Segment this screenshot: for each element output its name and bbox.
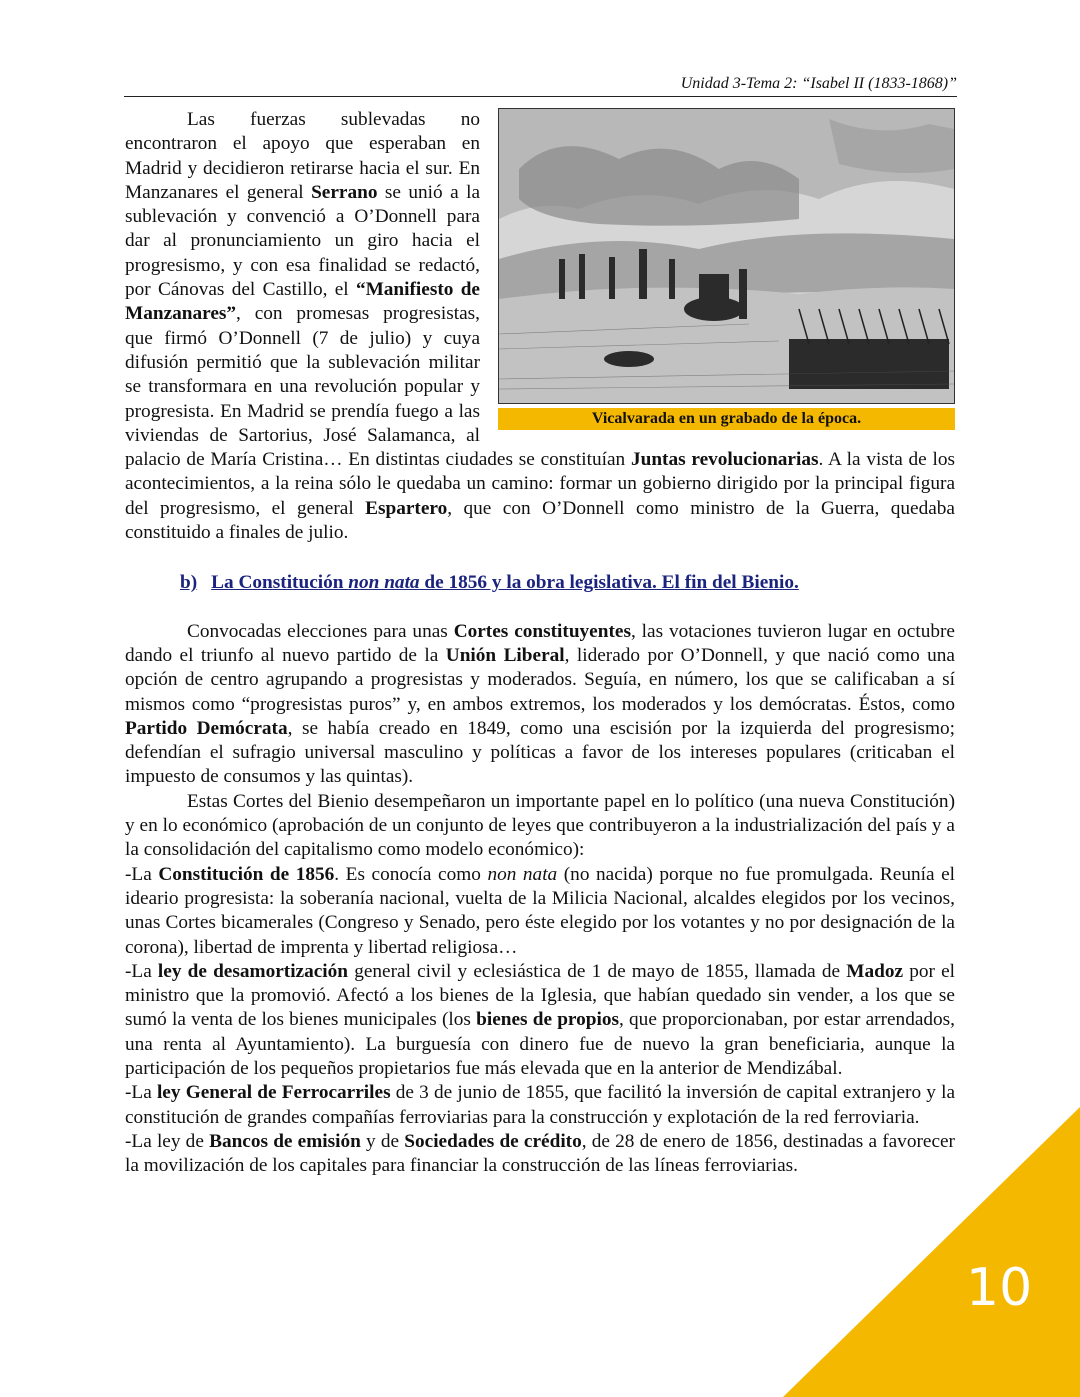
running-header: Unidad 3-Tema 2: “Isabel II (1833-1868)” [124, 74, 957, 97]
corner-triangle [783, 1107, 1080, 1397]
page-content [125, 108, 955, 1178]
figure [498, 108, 955, 430]
paragraph-2: Convocadas elecciones para unas Cortes constituyentes, las votaciones tuvieron lugar en octubre dando el triunfo al nuevo partido de la Unión Liberal, liderado por O’Donnell, y que nació como una opción de centro agrupando a progresistas y moderados. Seguía, en número, los que se calificaban a sí mismos como “progresistas puros” y, en ambos extremos, los moderados y los demócratas. Éstos, como Partido Demócrata, se había creado en 1849, como una escisión por la izquierda del progresismo; defendían el sufragio universal masculino y políticas a favor de los intereses populares (criticaban el impuesto de consumos y las quintas). [125, 620, 955, 788]
list-item: -La Constitución de 1856. Es conocía como non nata (no nacida) porque no fue promulgada. Reunía el ideario progresista: la soberanía nacional, vuelta de la Milicia Nacional, alcaldes elegidos por los vecinos, unas Cortes bicamerales (Congreso y Senado, pero éste elegido por los votantes y no por designación de la corona), libertad de imprenta y libertad religiosa… [125, 863, 956, 958]
list-item: -La ley de desamortización general civil y eclesiástica de 1 de mayo de 1855, llamada de Madoz por el ministro que la promovió. Afectó a los bienes de la Iglesia, que habían quedado sin vender, a los que se sumó la venta de los bienes municipales (los bienes de propios, que proporcionaban, por estar arrendados, una renta al Ayuntamiento). La burguesía con dinero fue de nuevo la gran beneficiaria, aunque la participación de los pequeños propietarios fue más elevada que en la anterior de Mendizábal. [125, 960, 955, 1079]
list-item: -La ley General de Ferrocarriles de 3 de junio de 1855, que facilitó la inversión de capital extranjero y la constitución de grandes compañías ferroviarias para la construcción y explotación de la red ferroviaria. [125, 1082, 956, 1128]
engraving-image [498, 108, 955, 404]
list-item: -La ley de Bancos de emisión y de Sociedades de crédito, de 28 de enero de 1856, destinadas a favorecer la movilización de los capitales para financiar la construcción de las líneas ferroviarias. [125, 1130, 955, 1177]
figure-caption: Vicalvarada en un grabado de la época. [498, 408, 955, 430]
paragraph-1: Las fuerzas sublevadas no encontraron el apoyo que esperaban en Madrid y decidieron retirarse hacia el sur. En Manzanares el general Serrano se unió a la sublevación y convenció a O’Donnell para dar al pronunciamiento un giro hacia el progresismo, y con esa finalidad se redactó, por Cánovas del Castillo, el “Manifiesto de Manzanares”, con promesas progresistas, que firmó O’Donnell (7 de julio) y cuya difusión permitió que la sublevación militar se transformara en una revolución popular y progresista. En Madrid se prendía fuego a las viviendas de Sartorius, José Salamanca, al palacio de María Cristina… En distintas ciudades se constituían Juntas revolucionarias. A la vista de los acontecimientos, a la reina sólo le quedaba un camino: formar un gobierno dirigido por la principal figura del progresismo, el general Espartero, que con O’Donnell como ministro de la Guerra, quedaba constituido a finales de julio. [125, 109, 955, 544]
section-heading: b) La Constitución non nata de 1856 y la obra legislativa. El fin del Bienio. [180, 572, 799, 594]
paragraph-3: Estas Cortes del Bienio desempeñaron un importante papel en lo político (una nueva Constitución) y en lo económico (aprobación de un conjunto de leyes que contribuyeron a la industrialización del país y a la consolidación del capitalismo como modelo económico): [125, 790, 955, 861]
page-number: 10 [966, 1258, 1033, 1318]
